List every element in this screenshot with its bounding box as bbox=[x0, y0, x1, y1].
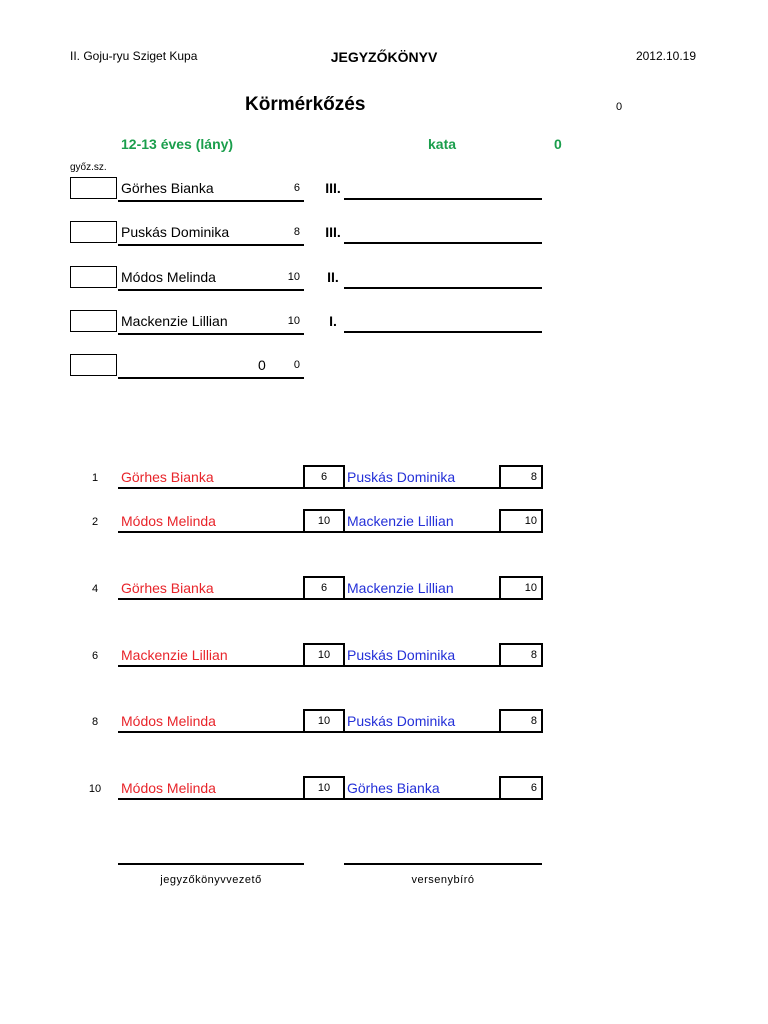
red-score-box[interactable]: 10 bbox=[303, 709, 345, 733]
match-row bbox=[0, 709, 768, 735]
red-competitor bbox=[118, 465, 304, 489]
blue-score-box[interactable]: 8 bbox=[499, 709, 543, 733]
competitor-score: 10 bbox=[287, 271, 300, 283]
competitor-name: Módos Melinda bbox=[121, 269, 216, 285]
blue-competitor bbox=[344, 576, 500, 600]
competitor-score: 0 bbox=[293, 359, 300, 371]
match-row bbox=[0, 576, 768, 602]
discipline-number: 0 bbox=[554, 136, 562, 152]
wins-box[interactable] bbox=[70, 221, 117, 243]
document-title: JEGYZŐKÖNYV bbox=[330, 49, 438, 65]
ranking-row bbox=[0, 266, 768, 292]
blue-name: Puskás Dominika bbox=[347, 713, 456, 729]
match-row bbox=[0, 465, 768, 491]
page-title: Körmérkőzés bbox=[245, 94, 366, 115]
ranking-competitor bbox=[118, 310, 304, 335]
category-label: 12-13 éves (lány) bbox=[121, 136, 234, 152]
ranking-row bbox=[0, 177, 768, 203]
competitor-name: Mackenzie Lillian bbox=[121, 313, 228, 329]
placement: III. bbox=[325, 180, 341, 196]
wins-box[interactable] bbox=[70, 177, 117, 199]
placement: III. bbox=[325, 224, 341, 240]
ranking-competitor bbox=[118, 221, 304, 246]
red-score-box[interactable]: 10 bbox=[303, 509, 345, 533]
placement: I. bbox=[329, 313, 337, 329]
red-competitor bbox=[118, 509, 304, 533]
competitor-score: 10 bbox=[287, 315, 300, 327]
placement-line bbox=[344, 242, 542, 244]
blue-name: Mackenzie Lillian bbox=[347, 513, 454, 529]
placement-line bbox=[344, 287, 542, 289]
discipline-label: kata bbox=[428, 136, 457, 152]
match-number: 6 bbox=[91, 650, 99, 662]
referee-signature-line bbox=[344, 863, 542, 865]
red-competitor bbox=[118, 709, 304, 733]
blue-name: Puskás Dominika bbox=[347, 647, 456, 663]
blue-competitor bbox=[344, 465, 500, 489]
red-name: Módos Melinda bbox=[121, 780, 216, 796]
blue-name: Mackenzie Lillian bbox=[347, 580, 454, 596]
ranking-row bbox=[0, 310, 768, 336]
event-date: 2012.10.19 bbox=[635, 49, 696, 63]
event-name: II. Goju-ryu Sziget Kupa bbox=[70, 49, 198, 63]
ranking-competitor bbox=[118, 266, 304, 291]
match-number: 10 bbox=[88, 783, 102, 795]
red-score-box[interactable]: 6 bbox=[303, 576, 345, 600]
red-competitor bbox=[118, 776, 304, 800]
blue-score-box[interactable]: 8 bbox=[499, 643, 543, 667]
blue-name: Görhes Bianka bbox=[347, 780, 440, 796]
wins-box[interactable] bbox=[70, 354, 117, 376]
blue-score-box[interactable]: 8 bbox=[499, 465, 543, 489]
blue-competitor bbox=[344, 509, 500, 533]
red-competitor bbox=[118, 576, 304, 600]
red-score-box[interactable]: 6 bbox=[303, 465, 345, 489]
match-number: 1 bbox=[91, 472, 99, 484]
blue-name: Puskás Dominika bbox=[347, 469, 456, 485]
ranking-row bbox=[0, 221, 768, 247]
blue-score-box[interactable]: 6 bbox=[499, 776, 543, 800]
match-number: 8 bbox=[91, 716, 99, 728]
blue-competitor bbox=[344, 643, 500, 667]
blue-competitor bbox=[344, 709, 500, 733]
competitor-score: 8 bbox=[293, 226, 300, 238]
competitor-name: Puskás Dominika bbox=[121, 224, 230, 240]
match-number: 4 bbox=[91, 583, 99, 595]
competitor-score: 6 bbox=[293, 182, 300, 194]
match-row bbox=[0, 776, 768, 802]
red-score-box[interactable]: 10 bbox=[303, 643, 345, 667]
recorder-label: jegyzőkönyvvezető bbox=[160, 874, 262, 886]
recorder-signature-line bbox=[118, 863, 304, 865]
placement-line bbox=[344, 331, 542, 333]
red-score-box[interactable]: 10 bbox=[303, 776, 345, 800]
competitor-name: Görhes Bianka bbox=[121, 180, 214, 196]
match-row bbox=[0, 509, 768, 535]
blue-competitor bbox=[344, 776, 500, 800]
blue-score-box[interactable]: 10 bbox=[499, 576, 543, 600]
placement-line bbox=[344, 198, 542, 200]
wins-column-label: győz.sz. bbox=[70, 162, 107, 173]
title-number: 0 bbox=[616, 101, 623, 113]
wins-box[interactable] bbox=[70, 310, 117, 332]
red-name: Görhes Bianka bbox=[121, 580, 214, 596]
red-name: Görhes Bianka bbox=[121, 469, 214, 485]
red-name: Módos Melinda bbox=[121, 513, 216, 529]
blue-score-box[interactable]: 10 bbox=[499, 509, 543, 533]
red-name: Mackenzie Lillian bbox=[121, 647, 228, 663]
red-competitor bbox=[118, 643, 304, 667]
competitor-name: 0 bbox=[258, 357, 266, 373]
ranking-competitor bbox=[118, 177, 304, 202]
ranking-row bbox=[0, 354, 768, 380]
match-row bbox=[0, 643, 768, 669]
wins-box[interactable] bbox=[70, 266, 117, 288]
placement: II. bbox=[327, 269, 339, 285]
referee-label: versenybíró bbox=[411, 874, 475, 886]
red-name: Módos Melinda bbox=[121, 713, 216, 729]
match-number: 2 bbox=[91, 516, 99, 528]
ranking-competitor bbox=[118, 354, 304, 379]
